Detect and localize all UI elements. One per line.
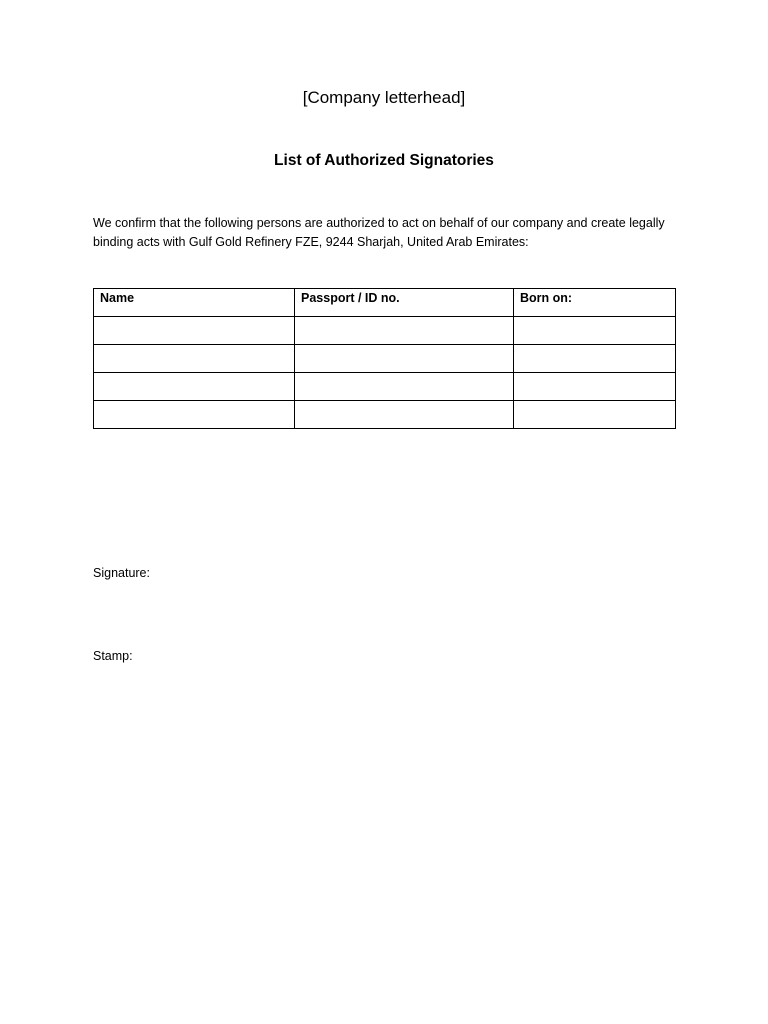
table-cell-passport-id[interactable] xyxy=(295,373,514,401)
table-cell-name[interactable] xyxy=(94,345,295,373)
column-header-passport-id: Passport / ID no. xyxy=(295,289,514,317)
table-cell-born-on[interactable] xyxy=(514,317,676,345)
table-cell-name[interactable] xyxy=(94,317,295,345)
table-cell-passport-id[interactable] xyxy=(295,345,514,373)
column-header-name: Name xyxy=(94,289,295,317)
table-cell-born-on[interactable] xyxy=(514,345,676,373)
table-cell-passport-id[interactable] xyxy=(295,317,514,345)
table-row xyxy=(94,317,676,345)
column-header-born-on: Born on: xyxy=(514,289,676,317)
table-cell-born-on[interactable] xyxy=(514,373,676,401)
stamp-label: Stamp: xyxy=(93,649,133,663)
table-cell-born-on[interactable] xyxy=(514,401,676,429)
table-cell-name[interactable] xyxy=(94,373,295,401)
table-cell-name[interactable] xyxy=(94,401,295,429)
document-title: List of Authorized Signatories xyxy=(274,152,494,169)
signature-label: Signature: xyxy=(93,566,150,580)
company-letterhead-placeholder: [Company letterhead] xyxy=(302,88,466,107)
table-row xyxy=(94,401,676,429)
table-row xyxy=(94,373,676,401)
table-cell-passport-id[interactable] xyxy=(295,401,514,429)
signatories-table xyxy=(93,288,676,429)
intro-paragraph: We confirm that the following persons are authorized to act on behalf of our company and create legally binding acts with Gulf Gold Refinery FZE, 9244 Sharjah, United Arab Emirates: xyxy=(93,216,665,249)
table-row xyxy=(94,345,676,373)
table-header-row xyxy=(94,289,676,317)
